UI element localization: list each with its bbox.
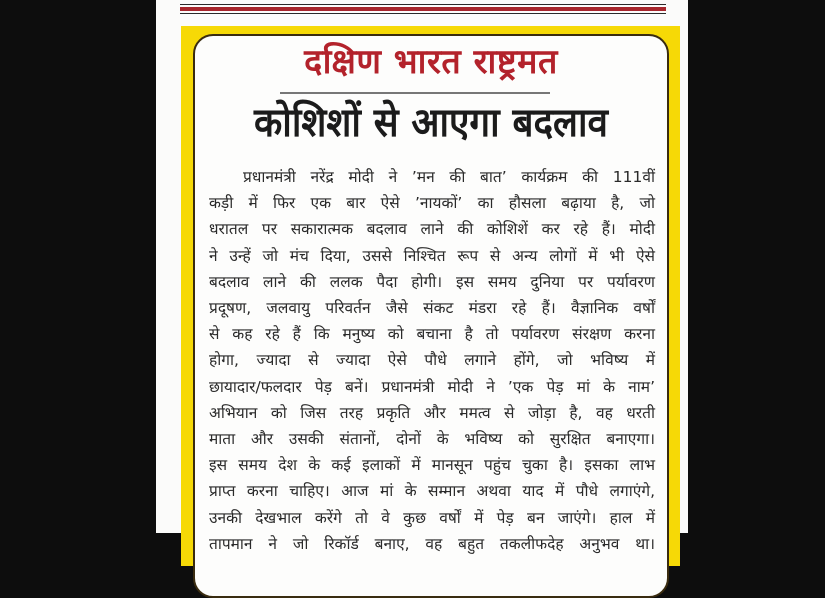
article-box xyxy=(193,34,669,598)
newspaper-clipping xyxy=(156,0,688,553)
body-line: प्रदूषण, जलवायु परिवर्तन जैसे संकट मंडरा रहे हैं। वैज्ञानिक वर्षों xyxy=(209,299,655,318)
rule-thin-bottom xyxy=(180,13,666,14)
body-line: तापमान ने जो रिकॉर्ड बनाए, वह बहुत तकलीफदेह अनुभव था। xyxy=(209,534,655,553)
body-line: उनकी देखभाल करेंगे तो वे कुछ वर्षों में पेड़ बन जाएंगे। हाल में xyxy=(209,508,655,527)
masthead-divider xyxy=(280,92,550,94)
body-line: अभियान को जिस तरह प्रकृति और ममत्व से जोड़ा है, वह धरती xyxy=(209,403,655,422)
article-body xyxy=(209,164,655,557)
body-line: प्रधानमंत्री नरेंद्र मोदी ने ’मन की बात’ कार्यक्रम की 111वीं xyxy=(243,168,655,186)
body-line: प्राप्त करना चाहिए। आज मां के सम्मान अथवा याद में पौधे लगाएंगे, xyxy=(209,482,655,501)
masthead: दक्षिण भारत राष्ट्रमत xyxy=(304,42,558,82)
body-line: बदलाव लाने की ललक पैदा होगी। इस समय दुनिया पर पर्यावरण xyxy=(209,272,655,291)
top-rule xyxy=(180,4,666,14)
body-line: धरातल पर सकारात्मक बदलाव लाने की कोशिशें कर रहे हैं। मोदी xyxy=(209,220,655,239)
body-line: माता और उसकी संतानों, दोनों के भविष्य को सुरक्षित बनाएगा। xyxy=(209,430,655,449)
headline: कोशिशों से आएगा बदलाव xyxy=(254,100,608,146)
body-line: छायादार/फलदार पेड़ बनें। प्रधानमंत्री मोदी ने ’एक पेड़ मां के नाम’ xyxy=(209,377,655,396)
rule-thin-top xyxy=(180,4,666,5)
body-line: से कह रहे हैं कि मनुष्य को बचाना है तो पर्यावरण संरक्षण करना xyxy=(209,325,655,344)
body-line: ने उन्हें जो मंच दिया, उससे निश्चित रूप से अन्य लोगों में भी ऐसे xyxy=(209,246,655,265)
body-line: होगा, ज्यादा से ज्यादा ऐसे पौधे लगाने होंगे, जो भविष्य में xyxy=(209,351,655,370)
body-line: कड़ी में फिर एक बार ऐसे ’नायकों’ का हौसला बढ़ाया है, जो xyxy=(209,194,655,213)
body-line: इस समय देश के कई इलाकों में मानसून पहुंच चुका है। इसका लाभ xyxy=(209,456,655,475)
rule-red xyxy=(180,7,666,11)
yellow-frame xyxy=(181,26,680,566)
